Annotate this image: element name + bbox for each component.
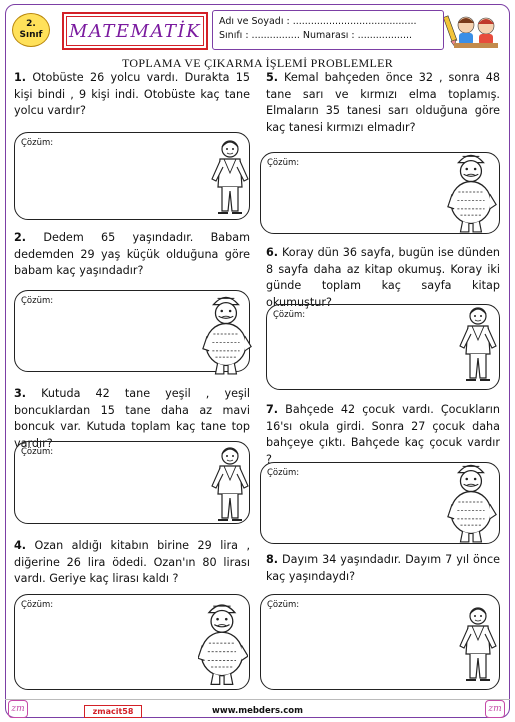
question-text: Kutuda 42 tane yeşil , yeşil boncuklardan 15 tane daha az mavi boncuk var. Kutuda toplam kaç tane top vardır? xyxy=(14,387,250,450)
kids-pencil-illustration xyxy=(444,10,502,50)
footer-badge: zmacit58 xyxy=(84,705,142,718)
grade-number: 2. xyxy=(26,19,36,29)
footer-site[interactable]: www.mebders.com xyxy=(211,706,303,716)
question-number: 4. xyxy=(14,539,27,552)
grade-label: Sınıf xyxy=(19,30,43,40)
man-figure xyxy=(202,290,252,376)
man-figure xyxy=(446,458,498,544)
solution-label: Çözüm: xyxy=(267,158,300,168)
footer-logo-left: zm xyxy=(8,700,28,718)
question-8 xyxy=(266,552,500,585)
boy-figure xyxy=(458,300,498,388)
man-figure xyxy=(446,148,498,234)
name-line: Adı ve Soyadı : ......................................... xyxy=(219,16,417,27)
solution-label: Çözüm: xyxy=(21,138,54,148)
question-4 xyxy=(14,538,250,588)
question-number: 8. xyxy=(266,553,279,566)
subject-box xyxy=(62,12,208,50)
question-number: 7. xyxy=(266,403,279,416)
solution-label: Çözüm: xyxy=(267,600,300,610)
class-line: Sınıfı : ................ Numarası : .................. xyxy=(219,30,413,41)
boy-figure xyxy=(210,442,250,526)
boy-figure xyxy=(458,600,498,688)
question-text: Otobüste 26 yolcu vardı. Durakta 15 kişi bindi , 9 kişi indi. Otobüste kaç tane yolcu vardır? xyxy=(14,71,250,117)
man-figure xyxy=(198,596,248,688)
question-number: 1. xyxy=(14,71,27,84)
question-text: Koray dün 36 sayfa, bugün ise dünden 8 sayfa daha az kitap okumuş. Koray iki günde toplam kaç sayfa kitap okumuştur? xyxy=(266,246,500,309)
question-number: 5. xyxy=(266,71,279,84)
question-text: Ozan aldığı kitabın birine 29 lira , diğerine 26 lira ödedi. Ozan'ın 80 lirası vardı. Geriye kaç lirası kaldı ? xyxy=(14,539,250,585)
question-number: 3. xyxy=(14,387,27,400)
grade-badge xyxy=(12,13,50,47)
footer-divider xyxy=(5,699,510,700)
question-number: 2. xyxy=(14,231,27,244)
question-2 xyxy=(14,230,250,280)
question-5 xyxy=(266,70,500,136)
solution-label: Çözüm: xyxy=(21,296,54,306)
worksheet-title: TOPLAMA VE ÇIKARMA İŞLEMİ PROBLEMLER xyxy=(121,56,394,70)
solution-label: Çözüm: xyxy=(267,468,300,478)
question-1 xyxy=(14,70,250,120)
footer-logo-right: zm xyxy=(485,700,505,718)
subject-title: MATEMATİK xyxy=(68,21,202,42)
solution-label: Çözüm: xyxy=(21,600,54,610)
question-text: Dayım 34 yaşındadır. Dayım 7 yıl önce kaç yaşındaydı? xyxy=(266,553,500,583)
student-info-box xyxy=(212,10,444,50)
question-text: Bahçede 42 çocuk vardı. Çocukların 16'sı okula girdi. Sonra 27 çocuk daha bahçeye çıktı. Bahçede kaç çocuk vardır ? xyxy=(266,403,500,466)
question-number: 6. xyxy=(266,246,279,259)
solution-label: Çözüm: xyxy=(273,310,306,320)
question-text: Kemal bahçeden önce 32 , sonra 48 tane sarı ve kırmızı elma toplamış. Elmaların 35 tanesi sarı olduğuna göre kaç tanesi kırmızı elmadır? xyxy=(266,71,500,134)
boy-figure xyxy=(210,136,250,218)
question-text: Dedem 65 yaşındadır. Babam dedemden 29 yaş küçük olduğuna göre babam kaç yaşındadır? xyxy=(14,231,250,277)
solution-label: Çözüm: xyxy=(21,447,54,457)
